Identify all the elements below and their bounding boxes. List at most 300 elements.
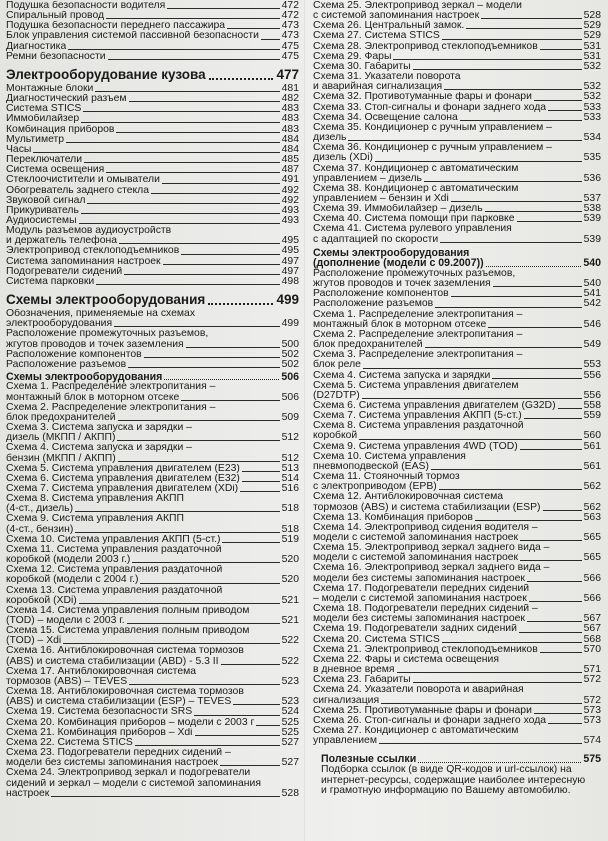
leader-line: [379, 743, 582, 744]
toc-entry-page: 573: [583, 714, 601, 726]
toc-entry-title: Схема 39. Иммобилайзер – дизель: [313, 204, 483, 215]
toc-entry-last-line: [313, 174, 601, 184]
toc-entry-page: 533: [583, 101, 601, 113]
toc-entry: [313, 103, 601, 113]
toc-entry: [313, 513, 601, 523]
leader-line: [163, 264, 280, 265]
leader-line: [488, 327, 581, 328]
toc-entry-page: 514: [281, 472, 299, 484]
toc-entry-title-line: Схема 1. Распределение электропитания –: [313, 309, 523, 320]
toc-entry: [6, 474, 299, 484]
toc-entry: [313, 52, 601, 62]
leader-line: [162, 183, 280, 184]
leader-line: [451, 201, 582, 202]
toc-entry: [6, 718, 299, 728]
toc-entry: [6, 360, 299, 370]
toc-entry-title-line: Схема 18. Подогреватели передних сидений –: [313, 604, 538, 615]
toc-entry-page: 562: [583, 481, 601, 493]
toc-entry-title-line: дизель (МКПП / АКПП): [6, 432, 116, 444]
toc-entry: [6, 309, 299, 329]
toc-entry-title-line: (ABS) и система стабилизации (ABD) - 5.3 II: [6, 655, 219, 667]
toc-entry-page: 537: [583, 192, 601, 204]
toc-entry: [6, 216, 299, 226]
toc-entry-title-line: Расположение промежуточных разъемов,: [313, 268, 516, 279]
useful-links-line: интернет-ресурсы, содержащие наиболее интересную: [321, 774, 586, 786]
toc-entry-last-line: [6, 616, 299, 626]
toc-entry-page: 574: [583, 735, 601, 747]
toc-entry-last-line: [313, 82, 601, 92]
leader-line: [529, 601, 582, 602]
toc-entry-title: Схема 40. Система помощи при парковке: [313, 214, 515, 225]
toc-entry-last-line: [313, 574, 601, 584]
toc-entry-title: Схема 26. Стоп-сигналы и фонари заднего хода: [313, 715, 547, 726]
toc-entry-page: 512: [281, 452, 299, 464]
toc-entry-page: 472: [281, 0, 299, 11]
toc-entry: [6, 135, 299, 145]
toc-entry-title-line: управлением: [313, 735, 377, 747]
toc-entry-page: 484: [281, 143, 299, 155]
toc-entry: [6, 196, 299, 206]
toc-entry-last-line: [313, 665, 601, 675]
toc-entry-page: 493: [281, 204, 299, 216]
toc-entry-page: 522: [281, 635, 299, 647]
toc-entry-title-line: монтажный блок в моторном отсеке: [313, 318, 487, 330]
leader-line: [63, 643, 279, 644]
toc-entry-last-line: [6, 504, 299, 514]
toc-entry: [313, 42, 601, 52]
leader-line: [534, 713, 582, 714]
toc-entry-title: Блок управления системой пассивной безопасности: [6, 31, 259, 42]
subsection-heading: [6, 372, 299, 382]
toc-entry: [6, 175, 299, 185]
toc-entry-page: 495: [281, 245, 299, 257]
toc-entry-page: 540: [583, 278, 601, 290]
toc-entry-title-line: Схема 12. Система управления раздаточной: [6, 565, 223, 576]
toc-entry-last-line: [313, 391, 601, 401]
leader-line: [413, 682, 582, 683]
toc-entry-page: 518: [281, 503, 299, 515]
toc-entry-title: Обогреватель заднего стекла: [6, 185, 150, 196]
toc-column-right: [313, 1, 601, 797]
toc-entry-last-line: [313, 153, 601, 163]
leader-line: [481, 18, 582, 19]
toc-entry: [313, 113, 601, 123]
toc-entry: [313, 164, 601, 184]
toc-entry-title-line: тормозов (ABS) и система стабилизации (ESP): [313, 501, 541, 513]
toc-entry: [313, 563, 601, 583]
toc-entry: [313, 543, 601, 563]
toc-entry-page: 573: [583, 704, 601, 716]
leader-dots: [209, 78, 274, 80]
useful-links-description: [321, 765, 601, 797]
toc-entry-title-line: Схема 13. Система управления раздаточной: [6, 585, 223, 596]
toc-entry-title-line: и аварийная сигнализация: [313, 81, 443, 93]
toc-entry-page: 523: [281, 675, 299, 687]
toc-entry-title-line: Схема 18. Антиблокировочная система тормозов: [6, 687, 244, 698]
toc-entry-page: 571: [583, 664, 601, 676]
toc-entry-page: 525: [281, 726, 299, 738]
toc-entry-title-line: Схема 15. Система управления полным приводом: [6, 626, 250, 637]
toc-entry: [313, 645, 601, 655]
leader-line: [485, 211, 582, 212]
toc-entry-title: Схема 7. Система управления двигателем (XDi): [6, 483, 239, 494]
toc-entry: [313, 675, 601, 685]
useful-links-page: 575: [583, 753, 601, 766]
toc-entry-page: 556: [583, 369, 601, 381]
toc-entry: [6, 382, 299, 402]
toc-entry-title-line: настроек: [6, 787, 50, 799]
toc-entry-title-line: Расположение промежуточных разъемов,: [6, 329, 209, 340]
toc-entry: [313, 31, 601, 41]
toc-entry-page: 502: [281, 348, 299, 360]
leader-line: [118, 461, 280, 462]
toc-entry-page: 506: [281, 391, 299, 403]
toc-entry-page: 491: [281, 174, 299, 186]
toc-entry-page: 493: [281, 214, 299, 226]
toc-entry: [6, 403, 299, 423]
leader-line: [129, 684, 279, 685]
toc-entry-title-line: коробкой (XDi): [6, 594, 77, 606]
leader-line: [114, 326, 280, 327]
toc-entry-title: Расположение разъемов: [313, 299, 434, 310]
toc-entry-title: Схема 19. Подогреватели задних сидений: [313, 624, 517, 635]
toc-entry-page: 535: [583, 152, 601, 164]
toc-entry-title: Схема 29. Фары: [313, 51, 392, 62]
leader-line: [181, 254, 279, 255]
toc-entry: [313, 523, 601, 543]
toc-entry-title: Мультиметр: [6, 134, 65, 145]
toc-entry-title: Подушка безопасности водителя: [6, 1, 166, 11]
toc-entry-page: 528: [583, 10, 601, 22]
toc-entry-title: Схема 34. Освещение салона: [313, 112, 458, 123]
subsection-title: Схемы электрооборудования: [6, 371, 163, 383]
toc-entry-last-line: [313, 279, 601, 289]
toc-entry-page: 560: [583, 430, 601, 442]
toc-entry-title-line: (4-ст., бензин): [6, 523, 74, 535]
toc-entry-title: Стеклоочистители и омыватели: [6, 175, 160, 186]
toc-entry-last-line: [313, 462, 601, 472]
toc-entry-title-line: сигнализация: [313, 694, 380, 706]
toc-entry-page: 567: [583, 623, 601, 635]
toc-entry: [313, 310, 601, 330]
toc-entry-page: 520: [281, 574, 299, 586]
toc-entry-page: 561: [583, 440, 601, 452]
toc-entry-title: Схема 10. Система управления АКПП (5-ст.): [6, 534, 221, 545]
toc-right-entries: [313, 1, 601, 746]
leader-line: [375, 161, 582, 162]
leader-line: [135, 745, 280, 746]
leader-line: [256, 725, 279, 726]
toc-entry-title-line: Схема 25. Электропривод зеркал – модели: [313, 1, 522, 11]
toc-entry-last-line: [313, 194, 601, 204]
toc-entry-last-line: [313, 360, 601, 370]
toc-entry-page: 570: [583, 643, 601, 655]
toc-entry-last-line: [6, 636, 299, 646]
toc-entry-last-line: [313, 133, 601, 143]
toc-entry: [6, 646, 299, 666]
toc-entry-page: 475: [281, 50, 299, 62]
leader-line: [442, 39, 582, 40]
toc-entry-page: 565: [583, 532, 601, 543]
leader-line: [359, 439, 581, 440]
section-heading: [6, 67, 299, 83]
toc-entry: [6, 586, 299, 606]
leader-line: [51, 796, 279, 797]
toc-entry-page: 528: [281, 787, 299, 799]
leader-line: [517, 221, 582, 222]
toc-entry-page: 559: [583, 410, 601, 422]
toc-entry-title-line: блок предохранителей: [6, 411, 116, 423]
toc-entry-title-line: модели с системой запоминания настроек: [313, 532, 519, 543]
toc-entry: [313, 635, 601, 645]
toc-entry-page: 519: [281, 533, 299, 545]
leader-dots: [486, 266, 582, 267]
toc-entry-title-line: монтажный блок в моторном отсеке: [6, 391, 180, 403]
toc-entry: [6, 464, 299, 474]
toc-entry-title-line: электрооборудования: [6, 318, 113, 330]
toc-entry-page: 497: [281, 255, 299, 267]
toc-entry-title: Схема 30. Габариты: [313, 61, 411, 72]
toc-entry-title-line: Схема 27. Кондиционер с автоматическим: [313, 725, 519, 736]
leader-line: [81, 122, 280, 123]
toc-entry-title: Звуковой сигнал: [6, 195, 86, 206]
leader-line: [132, 562, 279, 563]
leader-line: [520, 560, 582, 561]
toc-entry-last-line: [6, 319, 299, 329]
toc-entry: [6, 84, 299, 94]
toc-entry-page: 482: [281, 93, 299, 105]
toc-entry-page: 502: [281, 358, 299, 370]
toc-entry-title-line: Схема 41. Система рулевого управления: [313, 224, 512, 235]
toc-entry-title-line: Схема 16. Антиблокировочная система тормозов: [6, 646, 244, 657]
leader-line: [440, 242, 581, 243]
useful-links-line: Подборка ссылок (в виде QR-кодов и url-ссылок) на: [321, 764, 572, 776]
leader-line: [534, 100, 582, 101]
toc-entry-title: Схема 22. Система STICS: [6, 737, 133, 748]
toc-entry-last-line: [6, 340, 299, 350]
toc-entry-title: Схема 23. Габариты: [313, 675, 411, 686]
toc-entry: [313, 1, 601, 21]
toc-entry: [313, 655, 601, 675]
toc-entry-title: Схема 6. Система управления двигателем (G32D): [313, 400, 556, 411]
toc-entry-page: 536: [583, 172, 601, 184]
toc-entry-title: Схема 25. Противотуманные фары и фонари: [313, 705, 532, 716]
toc-entry-page: 534: [583, 132, 601, 144]
toc-entry-page: 565: [583, 552, 601, 564]
toc-entry-title-line: с электроприводом (EPB): [313, 481, 437, 493]
leader-line: [96, 284, 279, 285]
toc-entry: [313, 604, 601, 624]
leader-line: [242, 471, 280, 472]
toc-entry-title: Схема 21. Комбинация приборов – Xdi: [6, 727, 193, 738]
toc-entry-title: Схема 28. Электропривод стеклоподъемников: [313, 41, 538, 52]
toc-entry: [313, 584, 601, 604]
toc-entry-title: Подушка безопасности переднего пассажира: [6, 21, 226, 32]
toc-entry: [313, 204, 601, 214]
leader-line: [83, 111, 279, 112]
toc-entry-page: 531: [583, 50, 601, 62]
toc-entry-last-line: [6, 433, 299, 443]
toc-entry-last-line: [6, 789, 299, 799]
subsection-title-last: [313, 258, 601, 269]
toc-entry: [6, 329, 299, 349]
toc-entry-title: Схема 27. Система STICS: [313, 31, 440, 42]
toc-entry-title-line: коробкой (модели с 2004 г.): [6, 574, 139, 586]
toc-entry-title: Схема 19. Система безопасности SRS: [6, 707, 193, 718]
toc-entry-last-line: [6, 697, 299, 707]
toc-entry: [313, 411, 601, 421]
subsection-page: 540: [583, 257, 601, 270]
toc-entry-title-line: (D27DTP): [313, 389, 360, 401]
toc-entry-title: Диагностика: [6, 41, 67, 52]
toc-entry: [313, 472, 601, 492]
leader-line: [195, 735, 280, 736]
toc-entry-title: Прикуриватель: [6, 205, 79, 216]
leader-line: [84, 162, 280, 163]
toc-entry-page: 499: [281, 318, 299, 330]
leader-line: [194, 715, 279, 716]
toc-entry-title-line: коробкой: [313, 430, 358, 442]
toc-entry: [6, 728, 299, 738]
toc-entry-title-line: Схема 36. Кондиционер с ручным управлением –: [313, 143, 552, 154]
subsection-title-line: Схемы электрооборудования: [313, 246, 470, 259]
toc-entry-title: Расположение компонентов: [6, 349, 142, 360]
leader-line: [75, 511, 280, 512]
toc-entry: [313, 92, 601, 102]
toc-entry-last-line: [6, 555, 299, 565]
toc-entry-page: 524: [281, 706, 299, 718]
toc-entry-last-line: [6, 596, 299, 606]
toc-entry-title: Схема 26. Центральный замок.: [313, 21, 465, 32]
toc-entry: [313, 452, 601, 472]
toc-entry-title-line: Схема 8. Система управления раздаточной: [313, 421, 524, 432]
leader-line: [167, 8, 279, 9]
toc-entry-page: 525: [281, 716, 299, 728]
toc-entry-title-line: Схема 3. Система запуска и зарядки –: [6, 423, 192, 434]
leader-line: [117, 440, 279, 441]
toc-entry-title-line: Модуль разъемов аудиоустройств: [6, 226, 172, 237]
toc-entry-title: Схема 20. Комбинация приборов – модели с 2003 г: [6, 717, 255, 728]
toc-entry-title: Электропривод стеклоподъемников: [6, 246, 180, 257]
toc-entry: [6, 1, 299, 11]
toc-entry-page: 568: [583, 633, 601, 645]
toc-entry: [6, 125, 299, 135]
leader-dots: [164, 379, 279, 380]
toc-entry-page: 521: [281, 594, 299, 606]
toc-entry-page: 562: [583, 501, 601, 513]
leader-line: [227, 28, 280, 29]
toc-entry-page: 572: [583, 694, 601, 706]
toc-entry-last-line: [313, 320, 601, 330]
toc-entry-title-line: Схема 24. Электропривод зеркал и подогреватели: [6, 768, 251, 779]
leader-line: [548, 723, 582, 724]
leader-line: [451, 296, 582, 297]
toc-entry: [6, 257, 299, 267]
toc-entry-page: 523: [281, 696, 299, 708]
toc-entry-page: 566: [583, 592, 601, 604]
toc-entry: [313, 624, 601, 634]
toc-entry-title: Аудиосистемы: [6, 215, 77, 226]
leader-line: [261, 39, 280, 40]
toc-entry-page: 541: [583, 288, 601, 300]
leader-line: [124, 274, 279, 275]
toc-entry-title: Схема 21. Электропривод стеклоподъемников: [313, 644, 538, 655]
toc-entry: [6, 226, 299, 246]
toc-entry: [313, 371, 601, 381]
toc-entry-title-line: с системой запоминания настроек: [313, 10, 480, 22]
toc-entry-page: 522: [281, 655, 299, 667]
toc-entry-title-line: Схема 22. Фары и система освещения: [313, 654, 499, 665]
section-page: 477: [276, 66, 299, 82]
toc-entry-title: Спиральный провод: [6, 11, 105, 22]
toc-column-left: [6, 1, 299, 799]
leader-line: [466, 28, 581, 29]
toc-entry-last-line: [313, 340, 601, 350]
toc-entry-title: Система STICS: [6, 104, 82, 115]
toc-entry-page: 518: [281, 523, 299, 535]
toc-entry-page: 563: [583, 511, 601, 523]
toc-entry: [6, 267, 299, 277]
leader-line: [33, 152, 279, 153]
toc-entry: [6, 165, 299, 175]
toc-entry: [6, 423, 299, 443]
toc-entry-page: 475: [281, 40, 299, 52]
toc-entry-page: 556: [583, 389, 601, 401]
leader-line: [460, 120, 582, 121]
toc-entry-page: 567: [583, 613, 601, 625]
toc-entry: [313, 72, 601, 92]
toc-entry: [6, 565, 299, 585]
leader-line: [442, 642, 582, 643]
toc-entry-page: 473: [281, 30, 299, 42]
toc-entry: [313, 350, 601, 370]
toc-entry: [6, 626, 299, 646]
toc-entry: [313, 421, 601, 441]
toc-entry-page: 492: [281, 194, 299, 206]
toc-entry: [6, 11, 299, 21]
toc-entry: [6, 114, 299, 124]
toc-entry-title-line: Схема 3. Распределение электропитания –: [313, 350, 523, 361]
toc-entry-title-line: Схема 8. Система управления АКПП: [6, 494, 184, 505]
toc-entry: [6, 52, 299, 62]
leader-line: [363, 368, 582, 369]
leader-line: [181, 400, 279, 401]
toc-entry-title: Иммобилайзер: [6, 114, 80, 125]
toc-entry-title: Схема 4. Система запуска и зарядки: [313, 370, 491, 381]
toc-entry-page: 561: [583, 460, 601, 472]
toc-entry: [313, 726, 601, 746]
leader-line: [127, 623, 280, 624]
leader-line: [128, 367, 279, 368]
toc-entry: [313, 492, 601, 512]
leader-line: [242, 481, 280, 482]
toc-entry-last-line: [313, 11, 601, 21]
toc-entry: [6, 94, 299, 104]
leader-line: [397, 672, 582, 673]
toc-entry: [313, 62, 601, 72]
toc-entry-title: Система запоминания настроек: [6, 256, 161, 267]
toc-entry-title: Схема 13. Комбинация приборов: [313, 512, 473, 523]
toc-entry-page: 553: [583, 359, 601, 371]
toc-entry-title-line: Схема 14. Система управления полным приводом: [6, 605, 250, 616]
toc-entry-title-line: дизель: [313, 132, 347, 144]
toc-entry: [313, 299, 601, 309]
leader-line: [66, 142, 280, 143]
toc-entry-page: 558: [583, 399, 601, 411]
toc-entry: [6, 42, 299, 52]
toc-entry-title: Схема 6. Система управления двигателем (E32): [6, 473, 240, 484]
toc-entry-page: 483: [281, 113, 299, 125]
